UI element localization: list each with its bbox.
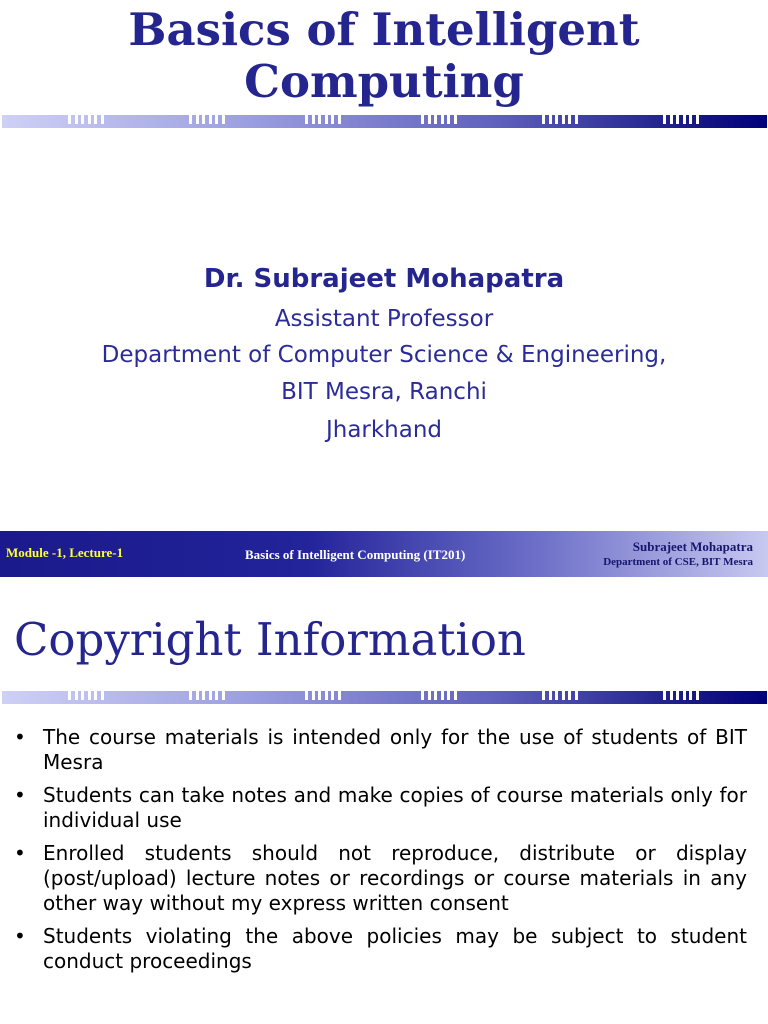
slide-title: Basics of Intelligent Computing: [128, 3, 640, 108]
list-item: [14, 924, 747, 974]
author-name: Dr. Subrajeet Mohapatra: [203, 264, 565, 294]
bullet-icon: •: [14, 924, 26, 948]
footer-module-label: Module -1, Lecture-1: [6, 545, 124, 560]
author-position: Assistant Professor: [274, 306, 494, 332]
list-item: [14, 725, 747, 775]
footer-author-name: Subrajeet Mohapatra: [632, 539, 753, 554]
bullet-text: Students can take notes and make copies of course materials only for individual use: [43, 783, 747, 832]
slide-footer: [0, 531, 768, 577]
copyright-slide: [0, 588, 768, 1024]
author-institute: BIT Mesra, Ranchi: [281, 379, 487, 405]
slide-title: Copyright Information: [14, 613, 526, 666]
bullet-icon: •: [14, 841, 26, 865]
bullet-text: Students violating the above policies may be subject to student conduct proceedings: [43, 924, 747, 973]
list-item: [14, 841, 747, 916]
author-state: Jharkhand: [325, 417, 443, 443]
bullet-icon: •: [14, 783, 26, 807]
author-department: Department of Computer Science & Engineering,: [101, 342, 667, 368]
bullet-text: The course materials is intended only for the use of students of BIT Mesra: [43, 725, 747, 774]
decorative-title-bar: [2, 115, 767, 128]
list-item: [14, 783, 747, 833]
bullet-icon: •: [14, 725, 26, 749]
footer-course-title: Basics of Intelligent Computing (IT201): [245, 547, 466, 562]
footer-author-department: Department of CSE, BIT Mesra: [603, 556, 753, 568]
bullet-text: Enrolled students should not reproduce, distribute or display (post/upload) lecture notes or recordings or course materials in any other way without my express written consent: [43, 841, 747, 915]
decorative-title-bar: [2, 691, 767, 704]
copyright-bullet-list: [14, 725, 747, 982]
